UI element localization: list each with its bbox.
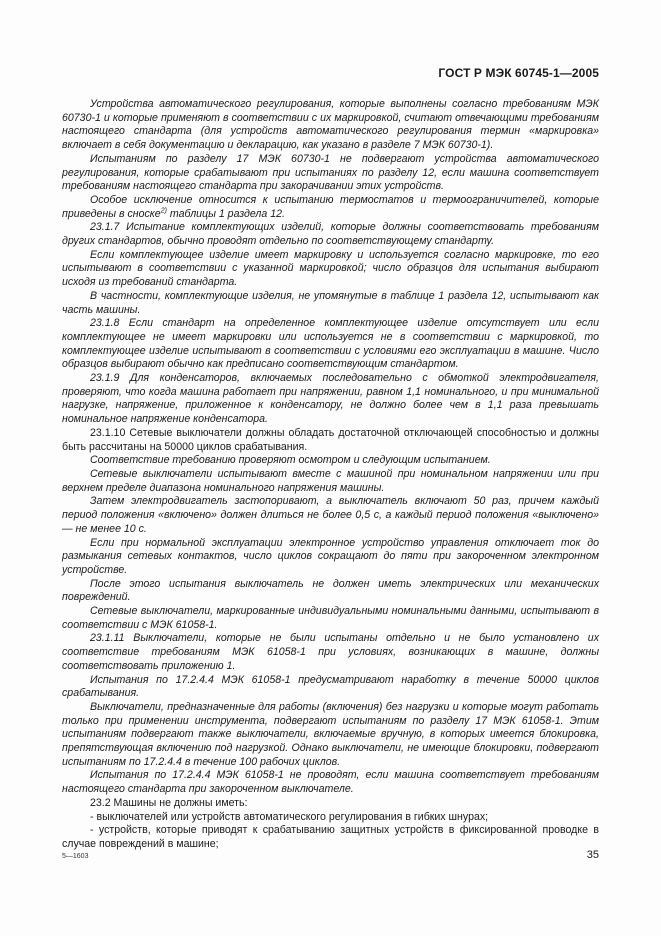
paragraph: Особое исключение относится к испытанию термостатов и термоограничителей, которые приведены в сноске$^{2)}$ таблицы 1 раздела 12.: [62, 193, 599, 220]
paragraph: Испытания по 17.2.4.4 МЭК 61058-1 не проводят, если машина соответствует требованиям настоящего стандарта при закороченном выключателе.: [62, 769, 599, 796]
document-body: [62, 98, 599, 852]
footnote-ref: 2): [160, 207, 167, 215]
paragraph: Испытания по 17.2.4.4 МЭК 61058-1 предусматривают наработку в течение 50000 циклов срабатывания.: [62, 673, 599, 700]
paragraph: Выключатели, предназначенные для работы (включения) без нагрузки и которые могут работать только при применении инструмента, подвергают испытаниям по разделу 17 МЭК 61058-1. Этим испытаниям подвергают также выключатели, включаемые вручную, в которых имеется блокировка, препятствующая включению под нагрузкой. Однако выключатели, не имеющие блокировки, подвергают испытаниям по 17.2.4.4 в течение 100 рабочих циклов.: [62, 700, 599, 768]
paragraph: Сетевые выключатели испытывают вместе с машиной при номинальном напряжении или при верхнем пределе диапазона номинального напряжения машины.: [62, 467, 599, 494]
paragraph: После этого испытания выключатель не должен иметь электрических или механических повреждений.: [62, 577, 599, 604]
paragraph: 23.1.9 Для конденсаторов, включаемых последовательно с обмоткой электродвигателя, проверяют, что когда машина работает при напряжении, равном 1,1 номинального, и при минимальной нагрузке, напряжение, приложенное к конденсатору, не должно более чем в 1,1 раза превышать номинальное напряжение конденсатора.: [62, 372, 599, 426]
paragraph: Сетевые выключатели, маркированные индивидуальными номинальными данными, испытывают в соответствии с МЭК 61058-1.: [62, 605, 599, 631]
paragraph: Соответствие требованию проверяют осмотром и следующим испытанием.: [90, 454, 491, 467]
paragraph: Устройства автоматического регулирования, которые выполнены согласно требованиям МЭК 60730-1 и которые применяют в соответствии с их маркировкой, считают отвечающими требованиям настоящего стандарта (для устройств автоматического регулирования термин «маркировка» включает в себя документацию и декларацию, как указано в разделе 7 МЭК 60730-1).: [62, 98, 599, 152]
document-header: ГОСТ Р МЭК 60745-1—2005: [438, 66, 599, 80]
paragraph: 23.2 Машины не должны иметь:: [90, 796, 248, 809]
paragraph: Если комплектующее изделие имеет маркировку и используется согласно маркировке, то его испытывают в соответствии с указанной маркировкой; число образцов для испытания выбирают исходя из требований стандарта.: [62, 248, 599, 289]
paragraph: - устройств, которые приводят к срабатыванию защитных устройств в фиксированной проводке в случае повреждений в машине;: [62, 824, 599, 850]
paragraph: - выключателей или устройств автоматического регулирования в гибких шнурах;: [90, 810, 489, 823]
paragraph: 23.1.7 Испытание комплектующих изделий, которые должны соответствовать требованиям других стандартов, обычно проводят отдельно по соответствующему стандарту.: [62, 221, 599, 248]
paragraph: 23.1.11 Выключатели, которые не были испытаны отдельно и не было установлено их соответствие требованиям МЭК 61058-1 при условиях, возникающих в машине, должны соответствовать приложению 1.: [62, 632, 599, 672]
paragraph: Затем электродвигатель застопоривают, а выключатель включают 50 раз, причем каждый период положения «включено» должен длиться не более 0,5 с, а каждый период положения «выключено» — не менее 10 с.: [62, 495, 599, 535]
paragraph: 23.1.10 Сетевые выключатели должны обладать достаточной отключающей способностью и должны быть рассчитаны на 50000 циклов срабатывания.: [62, 426, 599, 453]
print-code: 5—1603: [62, 853, 89, 860]
paragraph: В частности, комплектующие изделия, не упомянутые в таблице 1 раздела 12, испытывают как часть машины.: [62, 289, 599, 316]
page-number: 35: [586, 849, 599, 861]
paragraph: 23.1.8 Если стандарт на определенное комплектующее изделие отсутствует или если комплектующее не имеет маркировки или используется не в соответствии с маркировкой, то комплектующее изделие испытывают в соответствии с условиями его эксплуатации в машине. Число образцов выбирают обычно как предписано соответствующим стандартом.: [62, 317, 599, 371]
paragraph: Испытаниям по разделу 17 МЭК 60730-1 не подвергают устройства автоматического регулирования, которые срабатывают при испытаниях по разделу 12, если машина соответствует требованиям настоящего стандарта при закорачивании этих устройств.: [62, 152, 599, 193]
paragraph: Если при нормальной эксплуатации электронное устройство управления отключает ток до размыкания сетевых контактов, число циклов сокращают до пяти при закороченном электронном устройстве.: [62, 536, 599, 576]
